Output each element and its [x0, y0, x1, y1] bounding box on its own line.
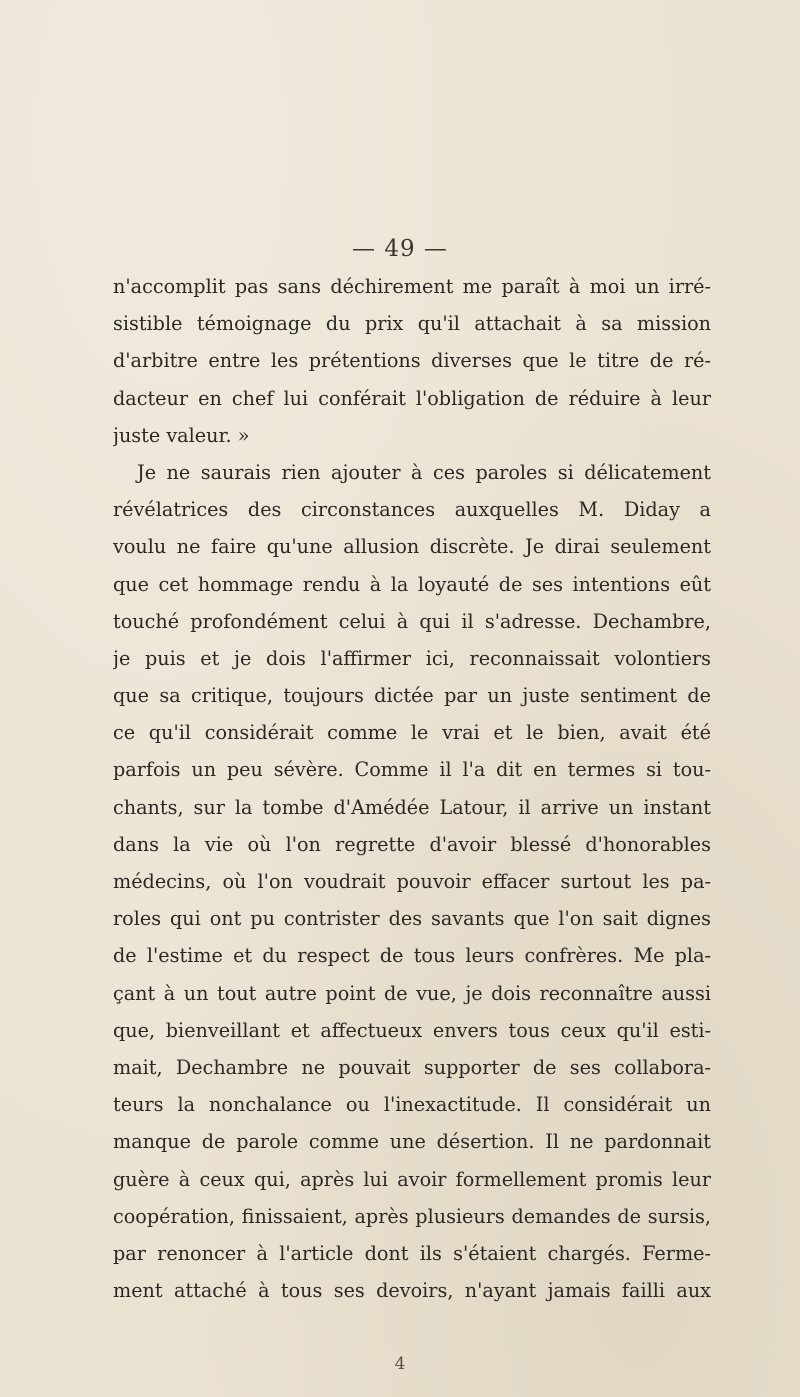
text-line: teurs la nonchalance ou l'inexactitude. Il considérait un — [113, 1093, 711, 1117]
text-line: d'arbitre entre les prétentions diverses que le titre de ré- — [113, 349, 711, 373]
text-line: mait, Dechambre ne pouvait supporter de ses collabora- — [113, 1055, 711, 1079]
text-line: parfois un peu sévère. Comme il l'a dit en termes si tou- — [113, 758, 711, 782]
text-line: que sa critique, toujours dictée par un juste sentiment de — [113, 684, 711, 708]
text-line: coopération, finissaient, après plusieurs demandes de sursis, — [113, 1204, 711, 1228]
text-line: dacteur en chef lui conférait l'obligation de réduire à leur — [113, 386, 711, 410]
text-line: de l'estime et du respect de tous leurs confrères. Me pla- — [113, 944, 711, 968]
text-line: juste valeur. » — [113, 423, 250, 447]
text-line: roles qui ont pu contrister des savants que l'on sait dignes — [113, 907, 711, 931]
text-line: voulu ne faire qu'une allusion discrète. Je dirai seulement — [113, 535, 711, 559]
text-line: révélatrices des circonstances auxquelles M. Diday a — [113, 498, 711, 522]
text-line: que cet hommage rendu à la loyauté de ses intentions eût — [113, 572, 711, 596]
text-line: par renoncer à l'article dont ils s'étaient chargés. Ferme- — [113, 1241, 711, 1265]
body-text — [113, 268, 711, 1309]
paragraph-first-line: Je ne saurais rien ajouter à ces paroles si délicatement — [137, 460, 711, 484]
text-line: chants, sur la tombe d'Amédée Latour, il arrive un instant — [113, 795, 711, 819]
text-line: médecins, où l'on voudrait pouvoir effacer surtout les pa- — [113, 870, 711, 893]
text-line: sistible témoignage du prix qu'il attachait à sa mission — [113, 312, 711, 336]
text-line: touché profondément celui à qui il s'adresse. Dechambre, — [113, 609, 711, 633]
signature-mark: 4 — [394, 1354, 406, 1374]
text-line: manque de parole comme une désertion. Il ne pardonnait — [113, 1130, 711, 1154]
text-line: je puis et je dois l'affirmer ici, reconnaissait volontiers — [113, 646, 711, 670]
text-line: dans la vie où l'on regrette d'avoir blessé d'honorables — [113, 832, 711, 856]
text-line: que, bienveillant et affectueux envers tous ceux qu'il esti- — [113, 1018, 711, 1042]
text-line: ment attaché à tous ses devoirs, n'ayant jamais failli aux — [113, 1279, 711, 1303]
page-number: — 49 — — [352, 236, 448, 262]
text-line: ce qu'il considérait comme le vrai et le bien, avait été — [113, 721, 711, 745]
text-line: n'accomplit pas sans déchirement me paraît à moi un irré- — [113, 275, 711, 298]
text-line: çant à un tout autre point de vue, je dois reconnaître aussi — [113, 981, 711, 1005]
text-line: guère à ceux qui, après lui avoir formellement promis leur — [113, 1167, 711, 1191]
